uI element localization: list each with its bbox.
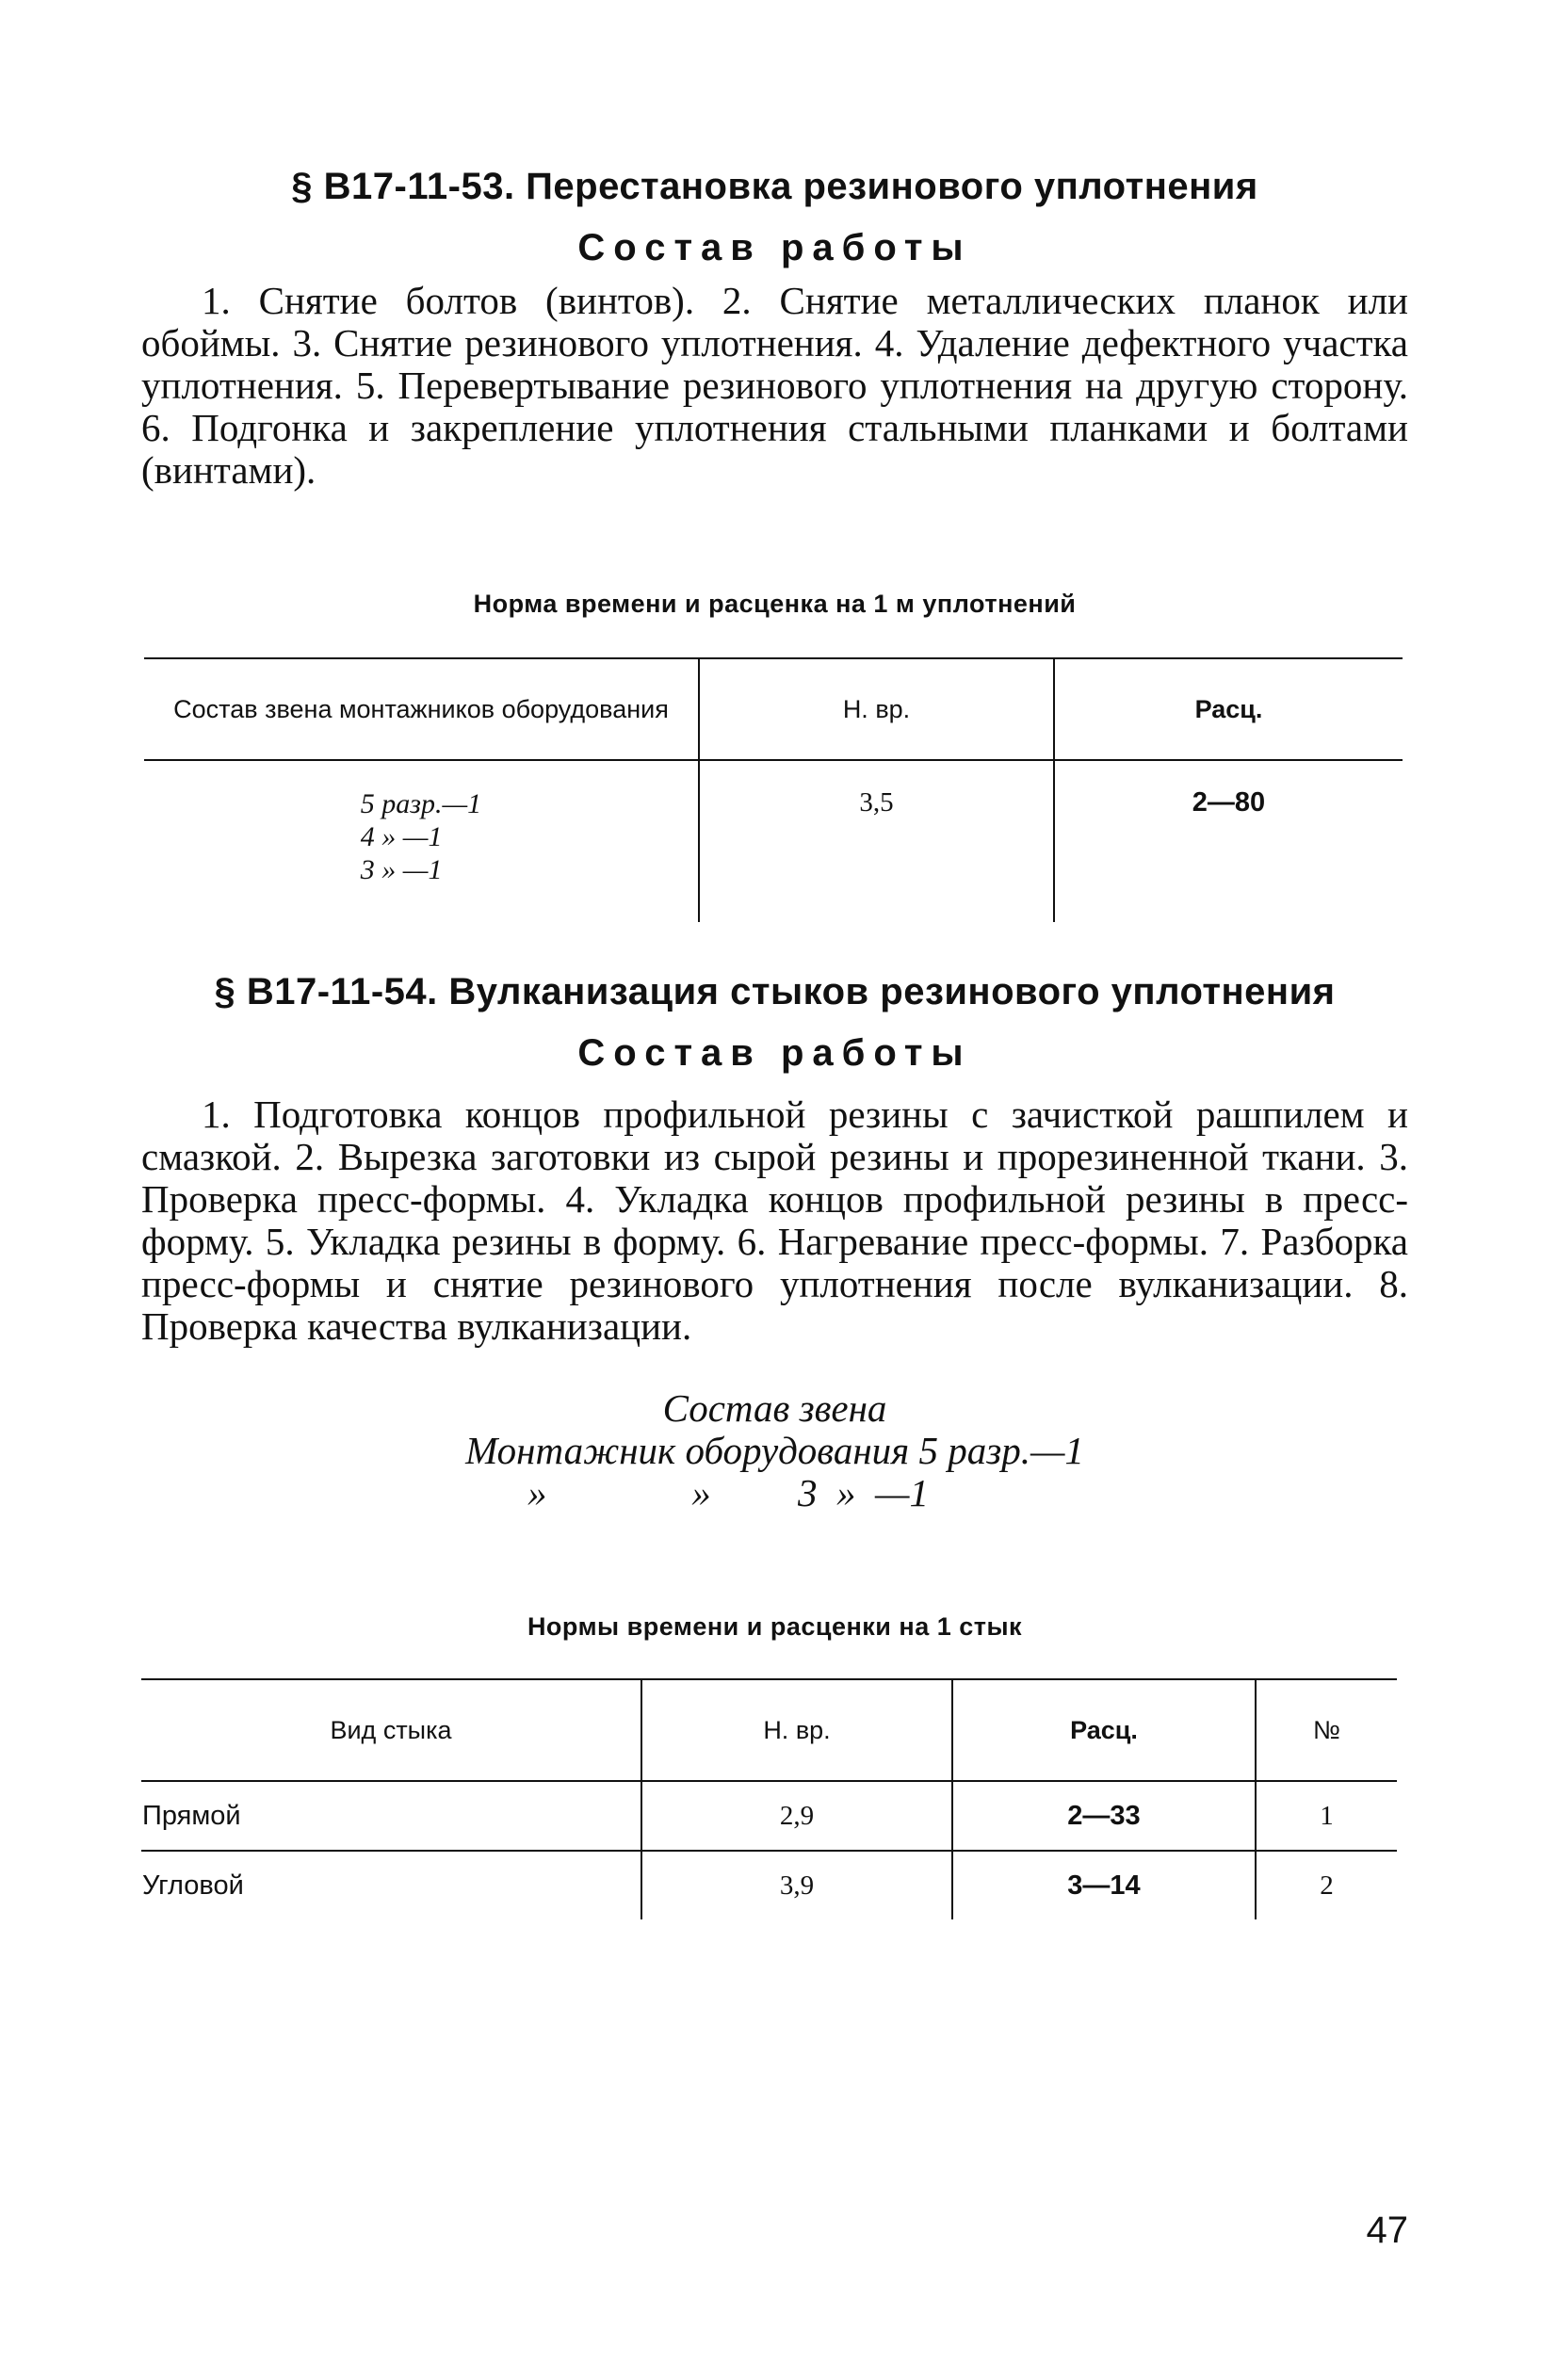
table-header-row — [144, 658, 1403, 760]
header-rate: Расц. — [952, 1679, 1256, 1781]
norm-table — [144, 657, 1403, 922]
table-caption: Нормы времени и расценки на 1 стык — [527, 1612, 1023, 1641]
crew-rank-line: 3 » —1 — [360, 854, 443, 885]
header-crew: Состав звена монтажников оборудования — [144, 658, 699, 760]
norm-cell: 2,9 — [641, 1781, 952, 1851]
header-norm: Н. вр. — [699, 658, 1054, 760]
crew-ranks — [361, 787, 481, 886]
page-number: 47 — [1366, 2210, 1408, 2251]
section-title-b17-11-54: § В17-11-54. Вулканизация стыков резинового уплотнения — [214, 971, 1336, 1012]
header-joint-type: Вид стыка — [141, 1679, 641, 1781]
crew-rank-line: 5 разр.—1 — [360, 788, 482, 819]
rate-cell: 2—33 — [952, 1781, 1256, 1851]
norm-cell: 3,9 — [641, 1851, 952, 1919]
norms-table — [141, 1678, 1397, 1919]
crew-cell — [144, 760, 699, 922]
norm-cell: 3,5 — [699, 760, 1054, 922]
table-header-row — [141, 1679, 1397, 1781]
work-composition-heading: Состав работы — [577, 1032, 972, 1074]
number-cell: 1 — [1256, 1781, 1397, 1851]
header-rate: Расц. — [1054, 658, 1403, 760]
table-row — [141, 1781, 1397, 1851]
joint-type-cell: Угловой — [141, 1851, 641, 1919]
table-row — [144, 760, 1403, 922]
table-row — [141, 1851, 1397, 1919]
crew-heading: Состав звена — [662, 1386, 887, 1430]
table-caption: Норма времени и расценка на 1 м уплотнений — [473, 590, 1077, 618]
crew-line: » » 3 » —1 — [527, 1471, 929, 1514]
work-composition-text: 1. Подготовка концов профильной резины с зачисткой рашпилем и смазкой. 2. Вырезка заготовки из сырой резины и прорезиненной ткани. 3. Проверка пресс-формы. 4. Укладка концов профильной резины в пресс-форму. 5. Укладка резины в форму. 6. Нагревание пресс-формы. 7. Разборка пресс-формы и снятие резинового уплотнения после вулканизации. 8. Проверка качества вулканизации. — [141, 1093, 1408, 1348]
crew-rank-line: 4 » —1 — [360, 821, 443, 852]
work-composition-heading: Состав работы — [577, 227, 972, 268]
number-cell: 2 — [1320, 1870, 1334, 1901]
header-number: № — [1256, 1679, 1397, 1781]
header-norm: Н. вр. — [641, 1679, 952, 1781]
crew-line: Монтажник оборудования 5 разр.—1 — [465, 1429, 1084, 1472]
work-composition-text: 1. Снятие болтов (винтов). 2. Снятие металлических планок или обоймы. 3. Снятие резинового уплотнения. 4. Удаление дефектного участка уплотнения. 5. Перевертывание резинового уплотнения на другую сторону. 6. Подгонка и закрепление уплотнения стальными планками и болтами (винтами). — [141, 279, 1408, 492]
rate-cell: 3—14 — [952, 1851, 1256, 1919]
rate-cell: 2—80 — [1192, 787, 1266, 818]
section-title-b17-11-53: § В17-11-53. Перестановка резинового уплотнения — [291, 166, 1258, 207]
joint-type-cell: Прямой — [141, 1781, 641, 1851]
